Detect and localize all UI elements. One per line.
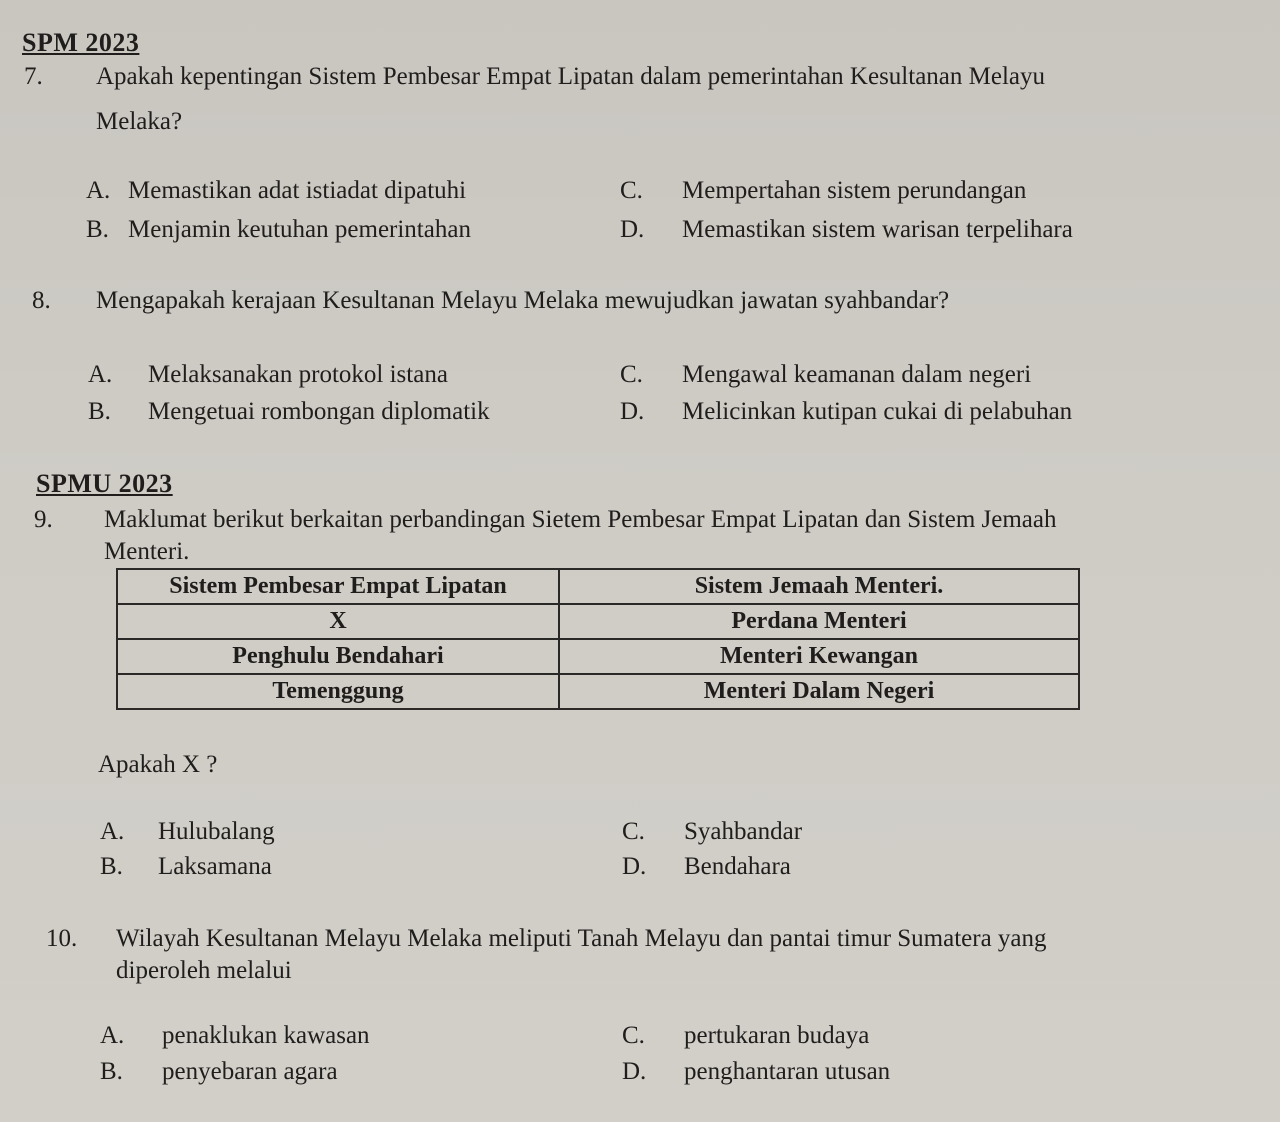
option-text: Bendahara [684, 853, 791, 880]
question-text-line2: diperoleh melalui [116, 957, 292, 984]
option-c[interactable] [622, 1022, 869, 1050]
question-text-line1: Maklumat berikut berkaitan perbandingan Sietem Pembesar Empat Lipatan dan Sistem Jemaah [104, 506, 1057, 533]
option-text: Melicinkan kutipan cukai di pelabuhan [682, 398, 1073, 425]
option-text: Memastikan adat istiadat dipatuhi [128, 177, 467, 204]
option-letter: A. [100, 818, 125, 845]
option-b[interactable] [100, 1058, 338, 1086]
table-header-cell: Sistem Pembesar Empat Lipatan [117, 569, 559, 604]
option-letter: D. [622, 1058, 647, 1085]
option-letter: A. [88, 361, 113, 388]
table-row [117, 674, 1079, 709]
table-header-row [117, 569, 1079, 604]
option-b[interactable] [86, 216, 471, 244]
question-text-line1: Apakah kepentingan Sistem Pembesar Empat Lipatan dalam pemerintahan Kesultanan Melayu [96, 63, 1046, 90]
question-text-line2: Melaka? [96, 108, 183, 135]
option-d[interactable] [622, 1058, 890, 1086]
option-text: Hulubalang [158, 818, 275, 845]
option-letter: B. [100, 853, 123, 880]
table-cell: Penghulu Bendahari [117, 639, 559, 674]
option-text: Melaksanakan protokol istana [148, 361, 448, 388]
question-prompt: Apakah X ? [98, 751, 218, 778]
option-text: Memastikan sistem warisan terpelihara [682, 216, 1073, 243]
question-text-line1: Wilayah Kesultanan Melayu Melaka meliputi Tanah Melayu dan pantai timur Sumatera yang [116, 925, 1047, 952]
option-text: Menjamin keutuhan pemerintahan [128, 216, 471, 243]
option-b[interactable] [88, 398, 490, 426]
option-text: pertukaran budaya [684, 1022, 870, 1049]
option-letter: C. [622, 818, 645, 845]
option-letter: B. [86, 216, 109, 243]
option-letter: A. [86, 177, 111, 204]
option-letter: C. [620, 177, 643, 204]
table-row [117, 604, 1079, 639]
option-letter: D. [620, 216, 645, 243]
option-c[interactable] [620, 361, 1031, 389]
option-text: Mengawal keamanan dalam negeri [682, 361, 1032, 388]
option-text: penaklukan kawasan [162, 1022, 370, 1049]
option-letter: C. [622, 1022, 645, 1049]
option-text: Mempertahan sistem perundangan [682, 177, 1027, 204]
option-letter: D. [620, 398, 645, 425]
comparison-table [116, 568, 1080, 710]
question-number: 9. [34, 506, 53, 533]
option-text: Mengetuai rombongan diplomatik [148, 398, 490, 425]
option-text: Syahbandar [684, 818, 803, 845]
table-cell: Menteri Dalam Negeri [559, 674, 1079, 709]
question-number: 10. [46, 925, 78, 952]
section-heading-spmu-2023: SPMU 2023 [36, 469, 173, 498]
question-text-line1: Mengapakah kerajaan Kesultanan Melayu Melaka mewujudkan jawatan syahbandar? [96, 287, 950, 314]
table-cell: Temenggung [117, 674, 559, 709]
table-cell: Perdana Menteri [559, 604, 1079, 639]
option-a[interactable] [100, 818, 275, 846]
option-c[interactable] [620, 177, 1026, 205]
table-row [117, 639, 1079, 674]
option-d[interactable] [620, 216, 1073, 244]
option-a[interactable] [100, 1022, 370, 1050]
option-text: Laksamana [158, 853, 272, 880]
option-text: penyebaran agara [162, 1058, 338, 1085]
option-d[interactable] [620, 398, 1072, 426]
option-a[interactable] [86, 177, 466, 205]
option-a[interactable] [88, 361, 448, 389]
question-number: 7. [24, 63, 43, 90]
option-letter: D. [622, 853, 647, 880]
option-letter: C. [620, 361, 643, 388]
option-c[interactable] [622, 818, 802, 846]
table-cell: Menteri Kewangan [559, 639, 1079, 674]
option-letter: A. [100, 1022, 125, 1049]
option-letter: B. [100, 1058, 123, 1085]
option-text: penghantaran utusan [684, 1058, 891, 1085]
table-header-cell: Sistem Jemaah Menteri. [559, 569, 1079, 604]
option-d[interactable] [622, 853, 791, 881]
option-letter: B. [88, 398, 111, 425]
table-cell: X [117, 604, 559, 639]
question-number: 8. [32, 287, 51, 314]
section-heading-spm-2023: SPM 2023 [22, 28, 140, 57]
question-text-line2: Menteri. [104, 538, 190, 565]
option-b[interactable] [100, 853, 272, 881]
